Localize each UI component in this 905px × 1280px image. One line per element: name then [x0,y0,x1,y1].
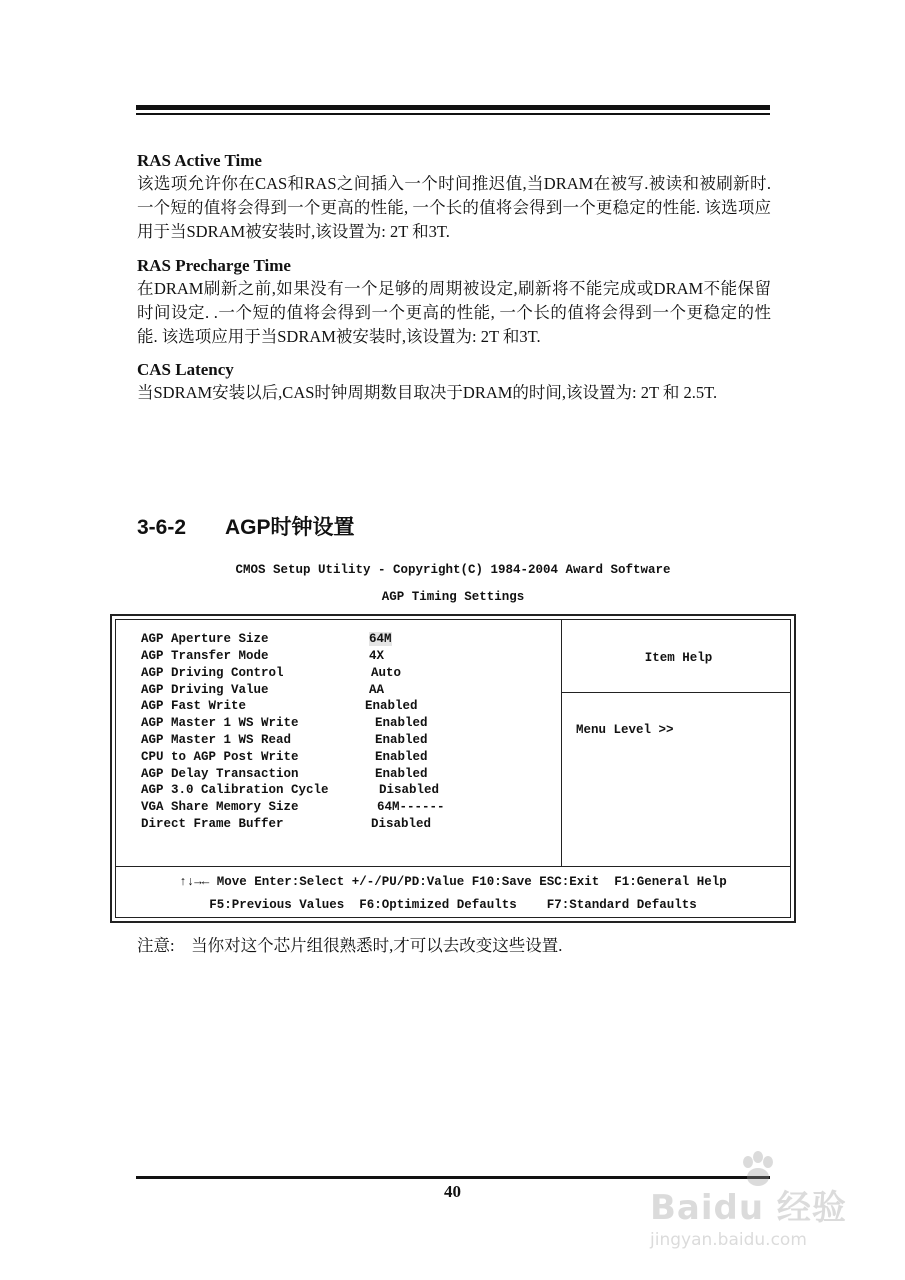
setting-label: AGP Aperture Size [141,632,269,646]
bios-help-divider [561,692,790,693]
section-heading: RAS Active Time [137,151,262,170]
bios-setting-agp-driving-control[interactable] [141,666,402,683]
bios-setting-cpu-to-agp-post-write[interactable] [141,750,428,767]
setting-label: Direct Frame Buffer [141,817,284,831]
menu-level-text: Menu Level >> [576,723,674,737]
section-body: 在DRAM刷新之前,如果没有一个足够的周期被设定,刷新将不能完成或DRAM不能保留时间设定. .一个短的值将会得到一个更高的性能, 一个长的值将会得到一个更稳定的性能. 该选项应用于当SDRAM被安装时,该设置为: 2T 和3T. [137,279,771,346]
bios-panel [115,619,791,918]
setting-value[interactable]: Enabled [375,750,428,764]
bios-setting-vga-share-memory-size[interactable] [141,800,445,817]
bios-keys-divider [116,866,790,867]
section-heading: CAS Latency [137,360,234,379]
setting-value[interactable]: Disabled [379,783,440,797]
section-body: 该选项允许你在CAS和RAS之间插入一个时间推迟值,当DRAM在被写.被读和被刷新时.一个短的值将会得到一个更高的性能, 一个长的值将会得到一个更稳定的性能. 该选项应用于当SDRAM被安装时,该设置为: 2T 和3T. [137,174,771,241]
setting-value[interactable]: 4X [369,649,385,663]
setting-value[interactable]: Enabled [365,699,418,713]
note-text: 注意: 当你对这个芯片组很熟悉时,才可以去改变这些设置. [137,936,563,955]
bios-setting-agp-master-ws-read[interactable] [141,733,428,750]
setting-value[interactable]: AA [369,683,385,697]
setting-value[interactable]: Auto [371,666,402,680]
bios-subtitle: AGP Timing Settings [381,590,525,604]
bios-setting-direct-frame-buffer[interactable] [141,817,432,834]
watermark-url: jingyan.baidu.com [650,1230,807,1250]
bios-key-legend-line1: ↑↓→← Move Enter:Select +/-/PU/PD:Value F10:Save ESC:Exit F1:General Help [179,875,727,889]
setting-label: AGP Driving Control [141,666,284,680]
section-heading: RAS Precharge Time [137,256,291,275]
setting-label: VGA Share Memory Size [141,800,299,814]
baidu-watermark [650,1150,880,1260]
setting-value[interactable]: Enabled [375,733,428,747]
setting-label: AGP Delay Transaction [141,767,299,781]
bios-screen [110,614,796,923]
page-number: 40 [444,1182,461,1201]
setting-value[interactable]: 64M------ [377,800,445,814]
watermark-brand: Baidu 经验 [650,1188,847,1228]
header-rule-thin [136,113,770,115]
setting-label: AGP Transfer Mode [141,649,269,663]
section-ras-precharge-time [137,255,771,349]
setting-label: AGP Driving Value [141,683,269,697]
setting-label: AGP Master 1 WS Read [141,733,292,747]
subsection-title [137,511,355,541]
setting-label: AGP Master 1 WS Write [141,716,299,730]
setting-value[interactable]: 64M [369,632,392,646]
item-help-title: Item Help [644,651,713,665]
bios-setting-agp-driving-value[interactable] [141,683,385,700]
bios-setting-agp-delay-transaction[interactable] [141,767,428,784]
bios-setting-agp-master-ws-write[interactable] [141,716,428,733]
bios-caption: CMOS Setup Utility - Copyright(C) 1984-2004 Award Software [235,563,671,577]
section-body: 当SDRAM安装以后,CAS时钟周期数目取决于DRAM的时间,该设置为: 2T 和 2.5T. [137,383,718,402]
bios-setting-agp-transfer-mode[interactable] [141,649,385,666]
section-cas-latency [137,359,771,405]
setting-label: AGP Fast Write [141,699,247,713]
setting-value[interactable]: Disabled [371,817,432,831]
setting-value[interactable]: Enabled [375,767,428,781]
bios-setting-agp-aperture-size[interactable] [141,632,392,649]
bios-setting-agp-fast-write[interactable] [141,699,418,716]
setting-label: CPU to AGP Post Write [141,750,299,764]
subsection-number: 3-6-2 [137,516,187,539]
bios-setting-agp-calibration-cycle[interactable] [141,783,440,800]
subsection-title-text: AGP时钟设置 [225,516,355,539]
header-rule [136,105,770,110]
section-ras-active-time [137,150,771,244]
setting-value[interactable]: Enabled [375,716,428,730]
bios-key-legend-line2: F5:Previous Values F6:Optimized Defaults F7:Standard Defaults [209,898,697,912]
setting-label: AGP 3.0 Calibration Cycle [141,783,329,797]
